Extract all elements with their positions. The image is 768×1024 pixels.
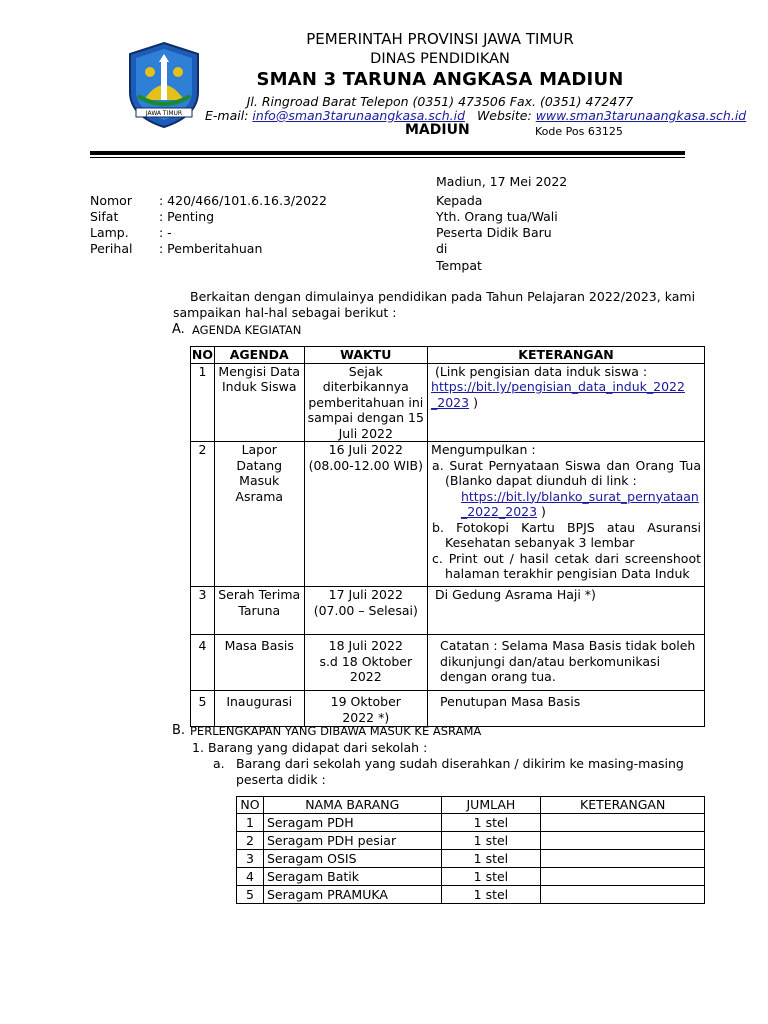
sub-item-a-label: a. (213, 756, 225, 771)
meta-label-perihal: Perihal (90, 241, 133, 256)
recipient-line: Peserta Didik Baru (436, 225, 552, 240)
agenda-header-keterangan: KETERANGAN (428, 347, 705, 364)
website-link[interactable]: www.sman3tarunaangkasa.sch.id (535, 108, 747, 123)
agenda-no: 3 (191, 587, 215, 635)
meta-value-lamp: : - (159, 225, 172, 240)
item-no: 5 (237, 885, 264, 903)
letterhead-divider-thick (90, 151, 685, 155)
letterhead-contacts (205, 108, 746, 123)
section-a-title: AGENDA KEGIATAN (192, 323, 302, 337)
letter-date: Madiun, 17 Mei 2022 (436, 174, 568, 189)
note-item-c: c. Print out / hasil cetak dari screenshoot halaman terakhir pengisian Data Induk (432, 550, 701, 581)
recipient-line: di (436, 241, 448, 256)
item-note (541, 885, 705, 903)
agenda-time: Sejak diterbikannya pemberitahuan ini sampai dengan 15 Juli 2022 (304, 363, 428, 442)
agenda-activity: Lapor Datang Masuk Asrama (214, 442, 304, 587)
items-header-no: NO (237, 797, 264, 814)
items-header-keterangan: KETERANGAN (541, 797, 705, 814)
item-qty: 1 stel (441, 867, 541, 885)
sub-item-1-text: Barang yang didapat dari sekolah : (208, 740, 428, 755)
items-header-row (237, 797, 705, 814)
letterhead-address: Jl. Ringroad Barat Telepon (0351) 473506 Fax. (0351) 472477 (246, 94, 634, 109)
item-name: Seragam PDH pesiar (263, 831, 441, 849)
items-table (236, 796, 705, 904)
item-note (541, 849, 705, 867)
meta-value-nomor: : 420/466/101.6.16.3/2022 (159, 193, 327, 208)
agenda-time: 16 Juli 2022 (08.00-12.00 WIB) (304, 442, 428, 587)
item-note (541, 831, 705, 849)
section-b-title: PERLENGKAPAN YANG DIBAWA MASUK KE ASRAMA (190, 724, 482, 738)
sub-item-a-text: peserta didik : (236, 772, 326, 787)
agenda-no: 5 (191, 691, 215, 727)
data-induk-link-cont[interactable]: _2023 (431, 394, 470, 410)
section-b-letter: B. (172, 723, 186, 738)
blanko-link-cont[interactable]: _2022_2023 (460, 504, 538, 519)
item-note (541, 867, 705, 885)
intro-paragraph-line: Berkaitan dengan dimulainya pendidikan pada Tahun Pelajaran 2022/2023, kami (190, 289, 696, 304)
item-no: 2 (237, 831, 264, 849)
note-item-a: a. Surat Pernyataan Siswa dan Orang Tua (Blanko dapat diunduh di link : https://bit.ly/blanko_surat_pernyataan _2022_2023 ) (432, 457, 701, 519)
svg-text:JAWA TIMUR: JAWA TIMUR (145, 110, 183, 117)
letterhead-city: MADIUN (405, 122, 470, 138)
items-header-nama: NAMA BARANG (263, 797, 441, 814)
website-label: Website: (476, 108, 532, 123)
agenda-header-waktu: WAKTU (304, 347, 428, 364)
table-row (191, 635, 705, 691)
meta-label-sifat: Sifat (90, 209, 119, 224)
meta-value-sifat: : Penting (159, 209, 215, 224)
agenda-activity: Serah Terima Taruna (214, 587, 304, 635)
items-header-jumlah: JUMLAH (441, 797, 541, 814)
table-row (191, 363, 705, 442)
item-name: Seragam OSIS (263, 849, 441, 867)
agenda-no: 4 (191, 635, 215, 691)
agenda-activity: Masa Basis (214, 635, 304, 691)
item-name: Seragam PDH (263, 813, 441, 831)
agenda-activity: Mengisi Data Induk Siswa (214, 363, 304, 442)
item-no: 1 (237, 813, 264, 831)
letterhead-government: PEMERINTAH PROVINSI JAWA TIMUR (306, 30, 574, 48)
item-name: Seragam PRAMUKA (263, 885, 441, 903)
letterhead-school-name: SMAN 3 TARUNA ANGKASA MADIUN (256, 69, 624, 90)
data-induk-link[interactable]: https://bit.ly/pengisian_data_induk_2022 (431, 379, 685, 394)
agenda-header-agenda: AGENDA (214, 347, 304, 364)
table-row (237, 849, 705, 867)
agenda-header-no: NO (191, 347, 214, 362)
letterhead-department: DINAS PENDIDIKAN (370, 51, 510, 67)
recipient-line: Yth. Orang tua/Wali (436, 209, 558, 224)
agenda-note: Catatan : Selama Masa Basis tidak boleh dikunjungi dan/atau berkomunikasi dengan orang tua. (428, 635, 705, 691)
recipient-line: Kepada (436, 193, 483, 208)
item-qty: 1 stel (441, 813, 541, 831)
agenda-time: 17 Juli 2022 (07.00 – Selesai) (304, 587, 428, 635)
item-note (541, 813, 705, 831)
table-row (237, 885, 705, 903)
table-row (191, 442, 705, 587)
item-qty: 1 stel (441, 849, 541, 867)
agenda-activity: Inaugurasi (214, 691, 304, 727)
meta-value-perihal: : Pemberitahuan (159, 241, 263, 256)
item-no: 4 (237, 867, 264, 885)
intro-paragraph-line: sampaikan hal-hal sebagai berikut : (173, 305, 397, 320)
email-link[interactable]: info@sman3tarunaangkasa.sch.id (252, 108, 466, 123)
agenda-note: (Link pengisian data induk siswa : https://bit.ly/pengisian_data_induk_2022 _2023 ) (428, 363, 705, 442)
agenda-header-row (191, 347, 705, 364)
note-item-b: b. Fotokopi Kartu BPJS atau Asuransi Kesehatan sebanyak 3 lembar (432, 519, 701, 550)
meta-label-nomor: Nomor (90, 193, 132, 208)
agenda-table (190, 346, 705, 727)
sub-item-1-label: 1. (192, 740, 204, 755)
recipient-line: Tempat (436, 258, 482, 273)
table-row (237, 867, 705, 885)
agenda-no: 1 (191, 363, 215, 442)
table-row (191, 587, 705, 635)
meta-label-lamp: Lamp. (90, 225, 129, 240)
agenda-note: Di Gedung Asrama Haji *) (428, 587, 705, 635)
item-qty: 1 stel (441, 885, 541, 903)
letterhead-divider-thin (90, 157, 685, 158)
table-row (237, 831, 705, 849)
agenda-time: 18 Juli 2022 s.d 18 Oktober 2022 (304, 635, 428, 691)
email-label: E-mail: (205, 108, 249, 123)
agenda-time: 19 Oktober 2022 *) (304, 691, 428, 727)
item-no: 3 (237, 849, 264, 867)
section-a-letter: A. (172, 322, 185, 337)
item-qty: 1 stel (441, 831, 541, 849)
agenda-note: Mengumpulkan : a. Surat Pernyataan Siswa dan Orang Tua (Blanko dapat diunduh di link : https://bit.ly/blanko_surat_pernyataan _2022_2023 ) b. Fotokopi Kartu BPJS atau Asuransi Kesehatan sebanyak 3 lembar c. Print out / hasil cetak dari screenshoot halaman terakhir pengisian Data Induk (428, 442, 705, 587)
table-row (237, 813, 705, 831)
blanko-link[interactable]: https://bit.ly/blanko_surat_pernyataan (460, 488, 699, 504)
agenda-no: 2 (191, 442, 215, 587)
table-row (191, 691, 705, 727)
sub-item-a-text: Barang dari sekolah yang sudah diserahkan / dikirim ke masing-masing (236, 756, 684, 771)
agenda-note: Penutupan Masa Basis (428, 691, 705, 727)
item-name: Seragam Batik (263, 867, 441, 885)
letterhead-postal-code: Kode Pos 63125 (535, 125, 623, 138)
